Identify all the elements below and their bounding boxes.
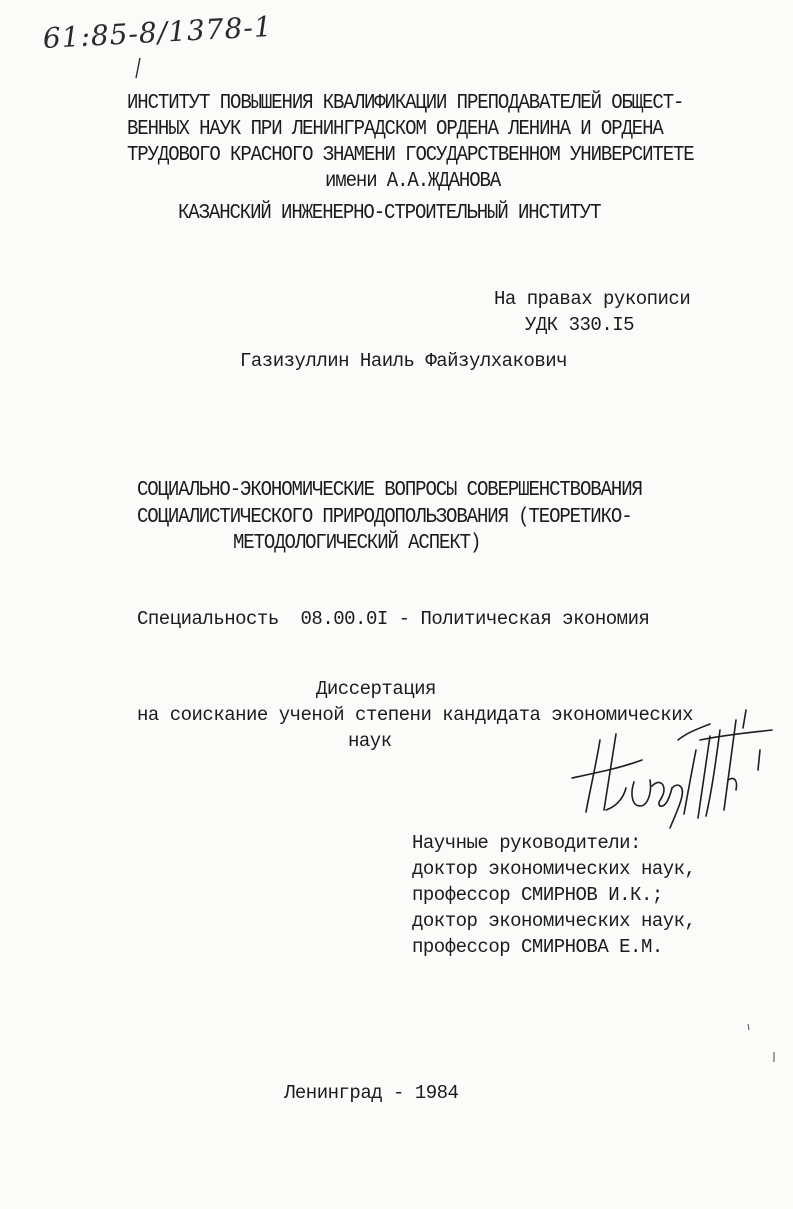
second-institute: КАЗАНСКИЙ ИНЖЕНЕРНО-СТРОИТЕЛЬНЫЙ ИНСТИТУТ — [178, 200, 601, 225]
udc-code: УДК 330.I5 — [525, 314, 635, 336]
title-line-3: МЕТОДОЛОГИЧЕСКИЙ АСПЕКТ) — [233, 530, 481, 555]
dissertation-line-3: наук — [348, 730, 392, 752]
supervisors-heading: Научные руководители: — [412, 832, 641, 854]
supervisor-2-degree: доктор экономических наук, — [412, 910, 696, 932]
dissertation-line-2: на соискание ученой степени кандидата экономических — [137, 704, 693, 726]
specialty: Специальность 08.00.0I - Политическая экономия — [137, 608, 650, 630]
institute-line-2: ВЕННЫХ НАУК ПРИ ЛЕНИНГРАДСКОМ ОРДЕНА ЛЕНИНА И ОРДЕНА — [127, 116, 663, 141]
supervisor-2-name: профессор СМИРНОВА Е.М. — [412, 936, 663, 958]
title-line-1: СОЦИАЛЬНО-ЭКОНОМИЧЕСКИЕ ВОПРОСЫ СОВЕРШЕНСТВОВАНИЯ — [137, 477, 642, 502]
author-name: Газизуллин Наиль Файзулхакович — [240, 350, 568, 372]
handwritten-archive-number: 61:85-8/1378-1 — [42, 9, 274, 55]
place-and-year: Ленинград - 1984 — [284, 1082, 459, 1104]
institute-line-4: имени А.А.ЖДАНОВА — [325, 168, 501, 193]
institute-line-1: ИНСТИТУТ ПОВЫШЕНИЯ КВАЛИФИКАЦИИ ПРЕПОДАВАТЕЛЕЙ ОБЩЕСТ- — [127, 90, 684, 115]
title-line-2: СОЦИАЛИСТИЧЕСКОГО ПРИРОДОПОЛЬЗОВАНИЯ (ТЕОРЕТИКО- — [137, 504, 632, 529]
supervisor-1-degree: доктор экономических наук, — [412, 858, 696, 880]
dissertation-heading: Диссертация — [316, 678, 436, 700]
manuscript-rights: На правах рукописи — [494, 288, 691, 310]
supervisor-1-name: профессор СМИРНОВ И.К.; — [412, 884, 663, 906]
institute-line-3: ТРУДОВОГО КРАСНОГО ЗНАМЕНИ ГОСУДАРСТВЕННОМ УНИВЕРСИТЕТЕ — [127, 142, 694, 167]
